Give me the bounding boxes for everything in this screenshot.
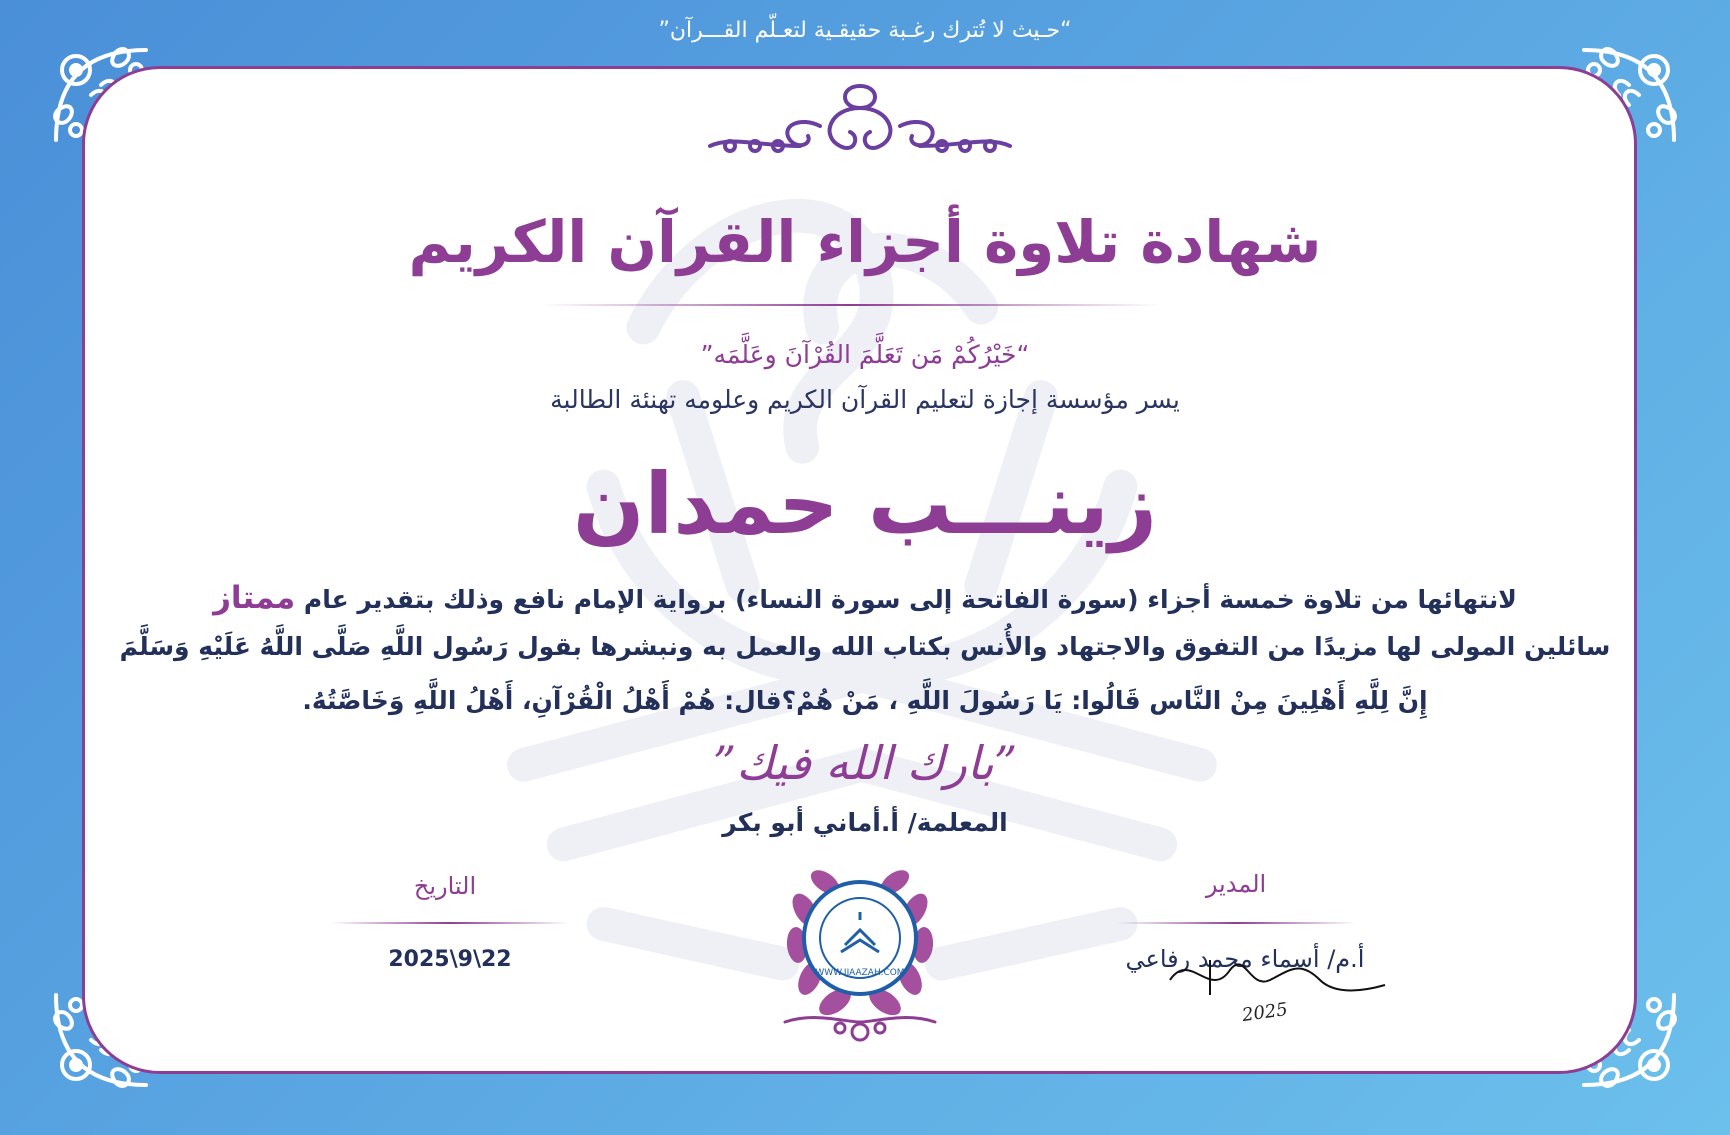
date-label: التاريخ <box>413 872 477 900</box>
seal-url: WWW.IJAAZAH.COM <box>815 968 905 978</box>
director-divider <box>1116 922 1356 924</box>
title-divider <box>540 304 1160 306</box>
certificate-title: شهادة تلاوة أجزاء القرآن الكريم <box>408 208 1322 276</box>
body-line-2: سائلين المولى لها مزيدًا من التفوق والاجتهاد والأُنس بكتاب الله والعمل به ونبشرها بقول رَسُول اللَّهِ صَلَّى اللَّهُ عَلَيْهِ وَسَلَّمَ <box>119 632 1611 661</box>
intro-text: يسر مؤسسة إجازة لتعليم القرآن الكريم وعلومه تهنئة الطالبة <box>550 385 1180 414</box>
tagline: “حـيث لا تُترك رغـبة حقيقـية لتعـلّم القـــرآن” <box>658 18 1072 43</box>
director-label: المدير <box>1205 870 1267 898</box>
teacher-name: المعلمة/ أ.أماني أبو بكر <box>722 808 1008 837</box>
date-value: 2025\9\22 <box>388 947 512 972</box>
blessing-text: ”بارك الله فيك” <box>712 736 1018 790</box>
body-line-1-text: لانتهائها من تلاوة خمسة أجزاء (سورة الفاتحة إلى سورة النساء) برواية الإمام نافع وذلك بتقدير عام <box>303 585 1517 614</box>
director-name: أ.م/ أسماء محمد رفاعي <box>1125 945 1365 973</box>
grade-value: ممتاز <box>213 580 296 616</box>
bottom-ornament-icon <box>775 1008 945 1048</box>
signature-year: 2025 <box>1240 998 1290 1027</box>
top-ornament-icon <box>700 76 1020 162</box>
student-name: زينـــب حمدان <box>572 455 1158 553</box>
body-line-3: إِنَّ لِلَّهِ أَهْلِينَ مِنْ النَّاس قَالُوا: يَا رَسُولَ اللَّهِ ، مَنْ هُمْ؟قال: هُمْ أَهْلُ الْقُرْآنِ، أَهْلُ اللَّهِ وَخَاصَّتُهُ. <box>302 686 1428 715</box>
institution-seal-icon <box>775 850 945 1020</box>
body-line-1 <box>0 580 1730 616</box>
hadith-quote: “خَيْرُكُمْ مَن تَعَلَّمَ القُرْآنَ وعَلَّمَه” <box>700 340 1030 369</box>
date-divider <box>330 922 570 924</box>
